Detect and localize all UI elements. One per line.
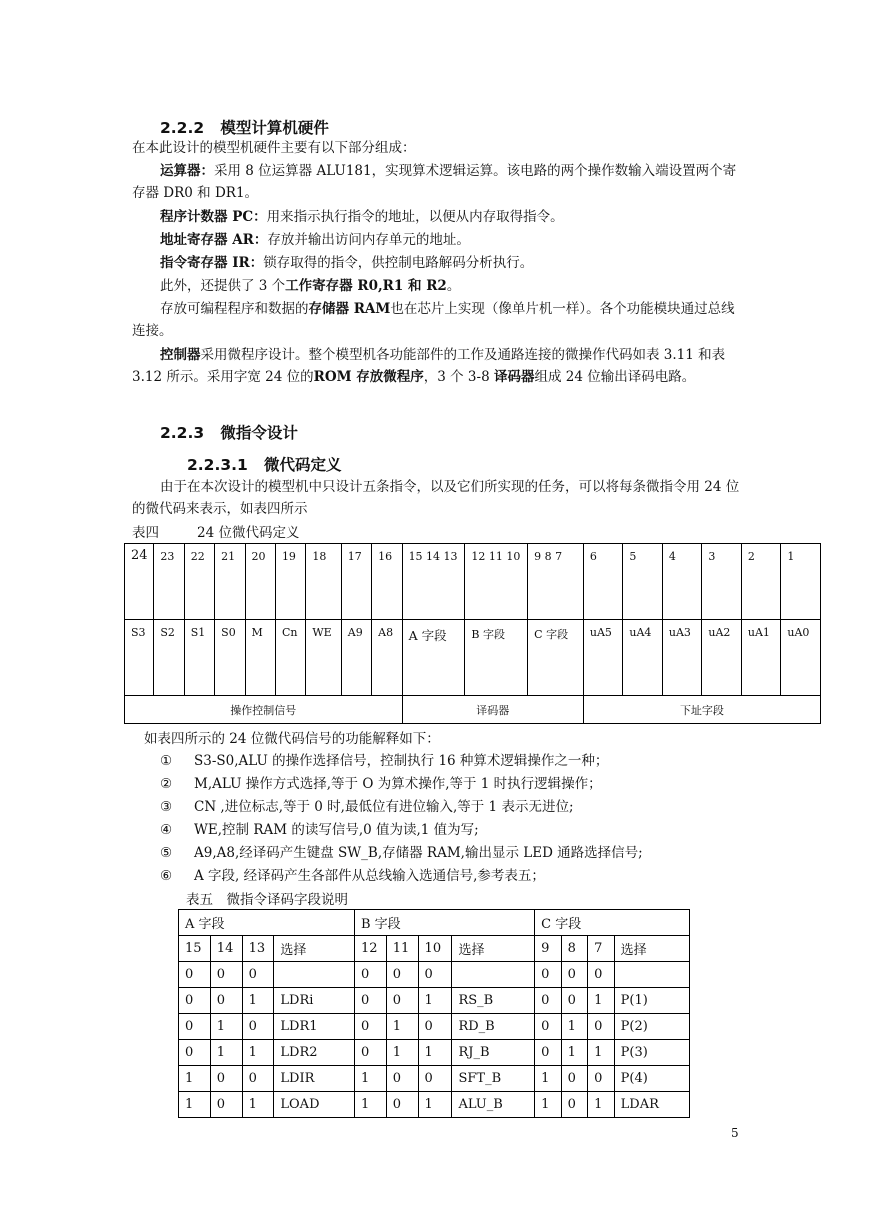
bit-cell: 21 <box>215 544 245 620</box>
table-cell: 1 <box>242 1040 274 1066</box>
section-heading-2-2-3 <box>160 421 298 443</box>
subheader-cell: 7 <box>588 936 615 962</box>
table-cell: 1 <box>354 1092 386 1118</box>
item-marker: ④ <box>160 822 173 838</box>
table-cell: 1 <box>588 1092 615 1118</box>
item-text: WE,控制 RAM 的读写信号,0 值为读,1 值为写; <box>194 822 479 838</box>
table-cell: P(2) <box>614 1014 689 1040</box>
signal-cell: C 字段 <box>528 620 584 696</box>
bit-cell: 6 <box>583 544 623 620</box>
table-cell: 0 <box>561 1092 588 1118</box>
pc-paragraph <box>132 206 740 228</box>
table-row <box>179 1014 690 1040</box>
table-cell: 0 <box>561 962 588 988</box>
ir-text: 锁存取得的指令，供控制电路解码分析执行。 <box>263 255 534 271</box>
section-heading-2-2-2 <box>160 116 329 138</box>
table-cell: 0 <box>386 1092 418 1118</box>
section-number: 2.2.3 <box>160 424 205 442</box>
table-cell: 1 <box>179 1092 211 1118</box>
table-cell: RD_B <box>452 1014 535 1040</box>
table-cell: 0 <box>535 1040 562 1066</box>
table-cell <box>614 962 689 988</box>
bit-cell: 5 <box>623 544 663 620</box>
list-item <box>160 773 602 795</box>
table-cell: 1 <box>179 1066 211 1092</box>
table-cell: 0 <box>210 1066 242 1092</box>
table-cell: 1 <box>354 1066 386 1092</box>
signal-cell: uA1 <box>741 620 781 696</box>
bit-cell: 19 <box>275 544 305 620</box>
table-cell: SFT_B <box>452 1066 535 1092</box>
registers-paragraph <box>132 275 740 297</box>
table-cell: RS_B <box>452 988 535 1014</box>
bit-cell: 18 <box>306 544 341 620</box>
table-cell: 0 <box>354 1040 386 1066</box>
table-cell: 1 <box>242 1092 274 1118</box>
item-marker: ⑥ <box>160 868 173 884</box>
bit-cell: 12 11 10 <box>465 544 528 620</box>
signal-cell: S2 <box>154 620 184 696</box>
signal-cell: uA3 <box>662 620 702 696</box>
subheader-cell: 13 <box>242 936 274 962</box>
table-cell: ALU_B <box>452 1092 535 1118</box>
controller-paragraph <box>132 344 740 388</box>
subheader-cell: 9 <box>535 936 562 962</box>
table-row <box>179 1092 690 1118</box>
bit-cell: 22 <box>184 544 214 620</box>
table4-group-row <box>125 696 821 724</box>
signal-cell: S0 <box>215 620 245 696</box>
group-cell: 译码器 <box>402 696 583 724</box>
table-cell: LOAD <box>274 1092 355 1118</box>
table-cell: 1 <box>535 1092 562 1118</box>
ctrl-term-2: ROM 存放微程序 <box>313 369 424 385</box>
table-cell: 0 <box>242 1014 274 1040</box>
ram-post: 也在芯片上实现（像单片机一样）。各个功能模块通过总线连接。 <box>132 301 735 339</box>
signal-cell: S1 <box>184 620 214 696</box>
table-cell: 0 <box>418 1014 452 1040</box>
signal-cell: uA5 <box>583 620 623 696</box>
ar-term: 地址寄存器 AR： <box>160 232 268 248</box>
table-row <box>179 988 690 1014</box>
section-title: 微指令设计 <box>220 424 298 442</box>
section-heading-2-2-3-1 <box>187 453 342 475</box>
table-cell: 1 <box>418 988 452 1014</box>
table4-caption-title: 24 位微代码定义 <box>197 525 300 541</box>
header-cell: A 字段 <box>179 910 355 936</box>
item-text: CN ,进位标志,等于 0 时,最低位有进位输入,等于 1 表示无进位; <box>194 799 574 815</box>
pc-term: 程序计数器 PC： <box>160 209 267 225</box>
signal-cell: A8 <box>372 620 402 696</box>
table4-caption-number: 表四 <box>132 525 159 541</box>
table-cell: 0 <box>386 962 418 988</box>
table-cell: 1 <box>418 1040 452 1066</box>
subheader-cell: 10 <box>418 936 452 962</box>
table5-subheader-row <box>179 936 690 962</box>
section-number: 2.2.2 <box>160 119 205 137</box>
table-cell: 1 <box>418 1092 452 1118</box>
table-cell: 0 <box>561 1066 588 1092</box>
microcode-paragraph: 由于在本次设计的模型机中只设计五条指令，以及它们所实现的任务，可以将每条微指令用 24 位的微代码来表示，如表四所示 <box>132 479 740 517</box>
signal-cell: uA0 <box>781 620 821 696</box>
alu-term: 运算器： <box>160 163 214 179</box>
table-cell: P(3) <box>614 1040 689 1066</box>
ctrl-term-3: 译码器 <box>493 369 535 385</box>
table-cell: LDRi <box>274 988 355 1014</box>
table-cell: 0 <box>242 1066 274 1092</box>
table-cell: 1 <box>588 1040 615 1066</box>
ir-term: 指令寄存器 IR： <box>160 255 264 271</box>
table-cell: 0 <box>179 1040 211 1066</box>
table4-name-row <box>125 620 821 696</box>
ram-paragraph <box>132 298 740 342</box>
bit-cell: 1 <box>781 544 821 620</box>
table-cell: 1 <box>588 988 615 1014</box>
signal-cell: S3 <box>125 620 154 696</box>
item-text: A 字段, 经译码产生各部件从总线输入选通信号,参考表五； <box>194 868 545 884</box>
signal-cell: A9 <box>341 620 371 696</box>
table-cell: 1 <box>210 1040 242 1066</box>
item-marker: ① <box>160 753 173 769</box>
table-cell: 0 <box>418 1066 452 1092</box>
ctrl-text-1: 采用微程序设计。整个模型机各功能部件的工作及通路连接的微操作代码如表 3.11 和表 3.12 所示。采用字宽 24 位的 <box>132 347 726 385</box>
table-cell: 1 <box>242 988 274 1014</box>
list-item <box>160 796 574 818</box>
table-cell: RJ_B <box>452 1040 535 1066</box>
signal-cell: B 字段 <box>465 620 528 696</box>
bit-cell: 15 14 13 <box>402 544 465 620</box>
table-cell: 0 <box>561 988 588 1014</box>
table-cell: 0 <box>386 988 418 1014</box>
table4-caption <box>132 521 299 541</box>
table-cell: 1 <box>386 1040 418 1066</box>
alu-text: 采用 8 位运算器 ALU181，实现算术逻辑运算。该电路的两个操作数输入端设置两个寄存器 DR0 和 DR1。 <box>132 163 737 201</box>
table-cell: 0 <box>535 988 562 1014</box>
table-cell <box>274 962 355 988</box>
table-cell: 1 <box>386 1014 418 1040</box>
item-text: S3-S0,ALU 的操作选择信号，控制执行 16 种算术逻辑操作之一种； <box>194 753 609 769</box>
table-cell: 0 <box>354 988 386 1014</box>
table-cell: 0 <box>354 1014 386 1040</box>
table-cell: 0 <box>210 1092 242 1118</box>
pc-text: 用来指示执行指令的地址，以便从内存取得指令。 <box>266 209 564 225</box>
signal-cell: M <box>245 620 275 696</box>
section-title: 微代码定义 <box>264 456 342 474</box>
table-cell: 0 <box>535 962 562 988</box>
table-cell: 0 <box>179 962 211 988</box>
bit-cell: 20 <box>245 544 275 620</box>
table-cell: LDIR <box>274 1066 355 1092</box>
table-cell: LDR2 <box>274 1040 355 1066</box>
item-text: A9,A8,经译码产生键盘 SW_B,存储器 RAM,输出显示 LED 通路选择信号; <box>194 845 643 861</box>
group-cell: 下址字段 <box>583 696 820 724</box>
table-cell: 1 <box>561 1040 588 1066</box>
bit-cell: 24 <box>125 544 154 620</box>
group-cell: 操作控制信号 <box>125 696 403 724</box>
table4-bit-row <box>125 544 821 620</box>
ctrl-term-1: 控制器 <box>160 347 201 363</box>
item-marker: ② <box>160 776 173 792</box>
table-cell: P(1) <box>614 988 689 1014</box>
ctrl-text-3: 组成 24 位输出译码电路。 <box>534 369 696 385</box>
ram-pre: 存放可编程程序和数据的 <box>160 301 309 317</box>
ir-paragraph <box>132 252 740 274</box>
table-cell <box>452 962 535 988</box>
table-cell: 1 <box>561 1014 588 1040</box>
regs-term: 工作寄存器 R0,R1 和 R2 <box>285 278 447 294</box>
table-cell: 0 <box>535 1014 562 1040</box>
list-item <box>160 865 545 887</box>
bit-cell: 3 <box>702 544 742 620</box>
ram-term: 存储器 RAM <box>308 301 391 317</box>
list-item <box>160 819 479 841</box>
subheader-cell: 选择 <box>452 936 535 962</box>
signal-cell: WE <box>306 620 341 696</box>
ar-text: 存放并输出访问内存单元的地址。 <box>267 232 470 248</box>
list-item <box>160 750 608 772</box>
subheader-cell: 8 <box>561 936 588 962</box>
signal-cell: A 字段 <box>402 620 465 696</box>
subheader-cell: 12 <box>354 936 386 962</box>
table5-caption: 表五 微指令译码字段说明 <box>186 892 348 908</box>
table-cell: 0 <box>210 962 242 988</box>
intro-paragraph: 在本此设计的模型机硬件主要有以下部分组成： <box>132 140 416 156</box>
bit-cell: 17 <box>341 544 371 620</box>
decode-field-table <box>178 909 690 1118</box>
list-item <box>160 842 643 864</box>
table5-body <box>179 962 690 1118</box>
signal-cell: uA2 <box>702 620 742 696</box>
table-row <box>179 1040 690 1066</box>
alu-paragraph <box>132 160 740 204</box>
table-cell: LDAR <box>614 1092 689 1118</box>
table-cell: 0 <box>386 1066 418 1092</box>
page-number: 5 <box>731 1126 739 1140</box>
table-cell: 1 <box>535 1066 562 1092</box>
signal-cell: uA4 <box>623 620 663 696</box>
explain-intro: 如表四所示的 24 位微代码信号的功能解释如下： <box>144 731 440 747</box>
section-number: 2.2.3.1 <box>187 456 248 474</box>
item-marker: ③ <box>160 799 173 815</box>
header-cell: B 字段 <box>354 910 534 936</box>
table-cell: 0 <box>418 962 452 988</box>
table-cell: 0 <box>210 988 242 1014</box>
bit-cell: 23 <box>154 544 184 620</box>
regs-pre: 此外，还提供了 3 个 <box>160 278 286 294</box>
subheader-cell: 14 <box>210 936 242 962</box>
item-marker: ⑤ <box>160 845 173 861</box>
table-row <box>179 1066 690 1092</box>
bit-cell: 4 <box>662 544 702 620</box>
table-cell: 0 <box>179 988 211 1014</box>
bit-cell: 16 <box>372 544 402 620</box>
bit-cell: 2 <box>741 544 781 620</box>
table-cell: 0 <box>588 1066 615 1092</box>
section-title: 模型计算机硬件 <box>220 119 329 137</box>
table-cell: 0 <box>588 962 615 988</box>
ctrl-text-2: ，3 个 3-8 <box>423 369 494 385</box>
signal-cell: Cn <box>275 620 305 696</box>
header-cell: C 字段 <box>535 910 690 936</box>
subheader-cell: 选择 <box>274 936 355 962</box>
subheader-cell: 11 <box>386 936 418 962</box>
regs-post: 。 <box>446 278 461 294</box>
ar-paragraph <box>132 229 740 251</box>
table-row <box>179 962 690 988</box>
bit-cell: 9 8 7 <box>528 544 584 620</box>
table-cell: P(4) <box>614 1066 689 1092</box>
table-cell: 0 <box>354 962 386 988</box>
microcode-definition-table <box>124 543 821 724</box>
table5-header-row <box>179 910 690 936</box>
table-cell: LDR1 <box>274 1014 355 1040</box>
subheader-cell: 15 <box>179 936 211 962</box>
item-text: M,ALU 操作方式选择,等于 O 为算术操作,等于 1 时执行逻辑操作； <box>194 776 602 792</box>
table-cell: 0 <box>242 962 274 988</box>
subheader-cell: 选择 <box>614 936 689 962</box>
table-cell: 0 <box>179 1014 211 1040</box>
table-cell: 0 <box>588 1014 615 1040</box>
table-cell: 1 <box>210 1014 242 1040</box>
